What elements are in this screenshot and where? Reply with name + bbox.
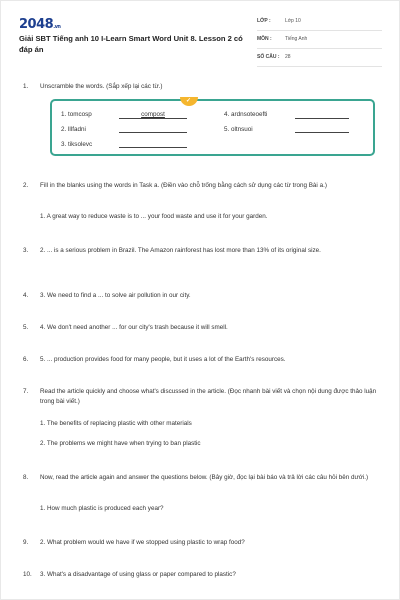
- answer-blank-5[interactable]: [295, 125, 349, 133]
- question-text: Read the article quickly and choose what's discussed in the article. (Đọc nhanh bài viết và chọn nội dung được thảo luận trong bài viết.): [40, 388, 377, 405]
- meta-value: Tiếng Anh: [285, 36, 308, 42]
- question-number: 4.: [23, 292, 29, 299]
- question-number: 3.: [23, 247, 29, 254]
- worksheet-meta: [257, 18, 382, 72]
- question-number: 9.: [23, 539, 29, 546]
- meta-row-count: [257, 54, 382, 67]
- question-number: 5.: [23, 324, 29, 331]
- meta-key: MÔN :: [257, 36, 272, 42]
- question-number: 10.: [23, 571, 32, 578]
- answer-blank-2[interactable]: [119, 125, 187, 133]
- meta-key: LỚP :: [257, 18, 271, 24]
- meta-row-subject: [257, 36, 382, 49]
- meta-key: SỐ CÂU :: [257, 54, 280, 60]
- question-text: 4. We don't need another ... for our city's trash because it will smell.: [40, 324, 228, 331]
- unscramble-item-2: 2. lllfadni: [61, 126, 86, 133]
- answer-blank-1[interactable]: compost: [119, 111, 187, 119]
- question-number: 6.: [23, 356, 29, 363]
- lightbulb-icon: ✓: [180, 97, 198, 106]
- question-2-sentence: 1. A great way to reduce waste is to ... your food waste and use it for your garden.: [40, 213, 268, 220]
- question-number: 1.: [23, 83, 29, 90]
- question-8-sentence: 1. How much plastic is produced each year?: [40, 505, 164, 512]
- question-text: 2. ... is a serious problem in Brazil. The Amazon rainforest has lost more than 13% of its original size.: [40, 247, 321, 254]
- unscramble-item-1: 1. tomcosp: [61, 111, 92, 118]
- site-logo[interactable]: [19, 17, 60, 32]
- logo-suffix: .vn: [53, 24, 61, 30]
- question-text: 2. What problem would we have if we stopped using plastic to wrap food?: [40, 539, 245, 546]
- question-text: Now, read the article again and answer the questions below. (Bây giờ, đọc lại bài báo và trả lời các câu hỏi bên dưới.): [40, 474, 369, 481]
- meta-value: 28: [285, 54, 291, 60]
- logo-main: 2048: [19, 17, 54, 32]
- question-text: 3. We need to find a ... to solve air pollution in our city.: [40, 292, 191, 299]
- question-text: Unscramble the words. (Sắp xếp lại các từ.): [40, 83, 163, 90]
- page-title: Giải SBT Tiếng anh 10 I-Learn Smart Word Unit 8. Lesson 2 có đáp án: [19, 34, 243, 54]
- question-text: 3. What's a disadvantage of using glass or paper compared to plastic?: [40, 571, 236, 578]
- unscramble-item-4: 4. ardnsoteoefti: [224, 111, 268, 118]
- answer-blank-3[interactable]: [119, 140, 187, 148]
- unscramble-item-3: 3. tiksolevc: [61, 141, 93, 148]
- question-7-option-1[interactable]: 1. The benefits of replacing plastic with other materials: [40, 420, 192, 427]
- meta-row-grade: [257, 18, 382, 31]
- question-text: Fill in the blanks using the words in Task a. (Điền vào chỗ trống bằng cách sử dụng các từ trong Bài a.): [40, 182, 327, 189]
- question-text: 5. ... production provides food for many people, but it uses a lot of the Earth's resources.: [40, 356, 286, 363]
- unscramble-item-5: 5. oltnsuoi: [224, 126, 253, 133]
- question-number: 8.: [23, 474, 29, 481]
- meta-value: Lớp 10: [285, 18, 301, 24]
- answer-blank-4[interactable]: [295, 111, 349, 119]
- question-number: 7.: [23, 388, 29, 395]
- question-number: 2.: [23, 182, 29, 189]
- question-7-option-2[interactable]: 2. The problems we might have when trying to ban plastic: [40, 440, 201, 447]
